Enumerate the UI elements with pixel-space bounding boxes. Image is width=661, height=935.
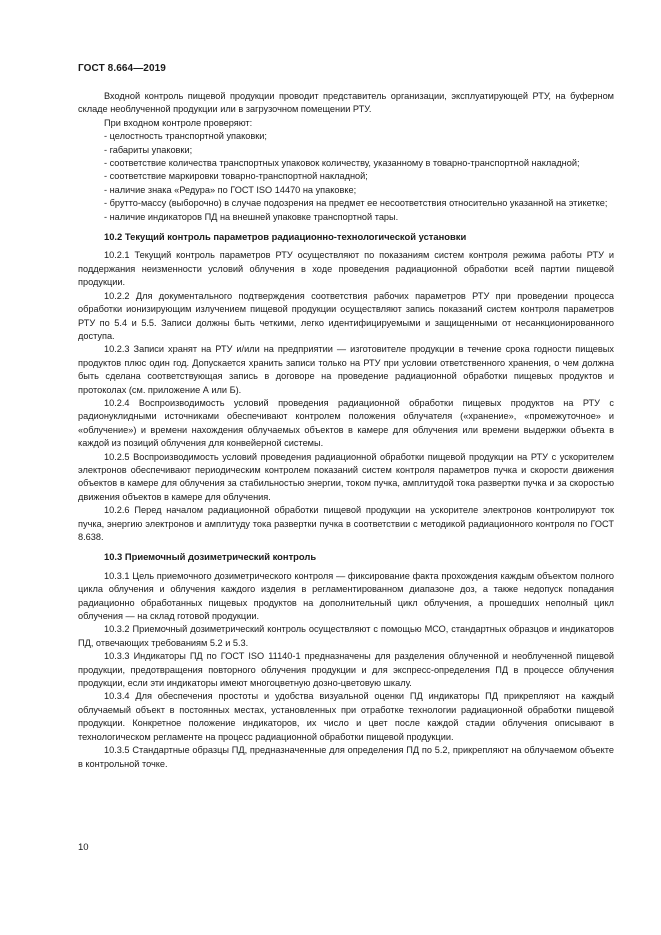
intro-list-item: - наличие знака «Редура» по ГОСТ ISO 14470 на упаковке; (104, 184, 357, 195)
paragraph-10-3-5: 10.3.5 Стандартные образцы ПД, предназначенные для определения ПД по 5.2, прикрепляют на облучаемом объекте в контрольной точке. (78, 745, 614, 769)
paragraph-10-3-4: 10.3.4 Для обеспечения простоты и удобства визуальной оценки ПД индикаторы ПД прикрепляют на каждый облучаемый объект в постоянных местах, установленных при отработке технологии радиационной обработки пищевой продукции. Конкретное положение индикаторов, их число и цвет после каждой стадии облучения описывают в технологическом регламенте на процесс радиационной обработки пищевой продукции. (78, 691, 614, 742)
intro-paragraph: Входной контроль пищевой продукции проводит представитель организации, эксплуатирующей РТУ, на буферном складе необлученной продукции или в загрузочном помещении РТУ. (78, 91, 614, 115)
paragraph-10-2-2: 10.2.2 Для документального подтверждения соответствия рабочих параметров РТУ при проведении процесса обработки ионизирующим излучением пищевой продукции осуществляют запись показаний систем контроля параметров РТУ по 5.4 и 5.5. Записи должны быть четкими, легко идентифицируемыми и защищенными от несанкционированного доступа. (78, 290, 614, 341)
intro-list-item: - соответствие количества транспортных упаковок количеству, указанному в товарно-транспортной накладной; (104, 158, 580, 169)
intro-list-item: - соответствие маркировки товарно-транспортной накладной; (104, 171, 368, 182)
paragraph-10-3-2: 10.3.2 Приемочный дозиметрический контроль осуществляют с помощью МСО, стандартных образцов и индикаторов ПД, отвечающих требованиям 5.2 и 5.3. (78, 624, 614, 648)
paragraph-10-3-1: 10.3.1 Цель приемочного дозиметрического контроля — фиксирование факта прохождения каждым объектом полного цикла облучения и облучения каждого изделия в регламентированном диапазоне доз, а также недопуск попадания радиационно обработанных пищевых продуктов на дополнительный цикл облучения, а прошедших неполный цикл облучения — на склад готовой продукции. (78, 570, 614, 622)
intro-list-item: - целостность транспортной упаковки; (104, 131, 267, 142)
document-header: ГОСТ 8.664—2019 (78, 63, 166, 74)
section-heading-10-3: 10.3 Приемочный дозиметрический контроль (104, 551, 317, 563)
intro-list-item: - брутто-массу (выборочно) в случае подозрения на предмет ее несоответствия относительно указанной на этикетке; (104, 198, 608, 209)
intro-list-item: - габариты упаковки; (104, 144, 193, 155)
paragraph-10-3-3: 10.3.3 Индикаторы ПД по ГОСТ ISO 11140-1 предназначены для разделения облученной и необлученной пищевой продукции, предотвращения повторного облучения продукции и для экспресс-определения ПД в процессе облучения продукции, если эти индикаторы имеют многоцветную дозно-цветовую шкалу. (78, 651, 614, 689)
intro-list-item: - наличие индикаторов ПД на внешней упаковке транспортной тары. (104, 211, 399, 222)
paragraph-10-2-4: 10.2.4 Воспроизводимость условий проведения радиационной обработки пищевых продуктов на РТУ с радионуклидными источниками обеспечивают контролем положения облучателя («хранение», «промежуточное» и «облучение») и времени нахождения облучаемых объектов в камере для облучения или времени выдержки объекта в каждой из позиций облучения для конвейерной системы. (78, 397, 614, 449)
intro-list-lead: При входном контроле проверяют: (104, 117, 253, 128)
document-body (78, 90, 614, 771)
paragraph-10-2-1: 10.2.1 Текущий контроль параметров РТУ осуществляют по показаниям систем контроля режима работы РТУ и поддержания неизменности условий облучения в ходе проведения радиационной обработки всей партии пищевой продукции. (78, 250, 614, 288)
paragraph-10-2-6: 10.2.6 Перед началом радиационной обработки пищевой продукции на ускорителе электронов контролируют ток пучка, энергию электронов и амплитуду тока развертки пучка в соответствии с методикой радиационного контроля по ГОСТ 8.638. (78, 505, 614, 542)
paragraph-10-2-5: 10.2.5 Воспроизводимость условий проведения радиационной обработки пищевой продукции на РТУ с ускорителем электронов обеспечивают периодическим контролем показаний систем контроля параметров пучка и скорости движения объектов в камере для облучения за стабильностью энергии, током пучка, амплитудой тока развертки пучка и за скоростью движения объектов в камере для облучения. (78, 451, 614, 502)
paragraph-10-2-3: 10.2.3 Записи хранят на РТУ и/или на предприятии — изготовителе продукции в течение срока годности пищевых продуктов плюс один год. Допускается хранить записи только на РТУ при условии ответственного хранения, о чем должна быть сделана соответствующая запись в договоре на проведение радиационной обработки пищевых продуктов и протоколах (см. приложение А или Б). (78, 344, 614, 395)
section-heading-10-2: 10.2 Текущий контроль параметров радиационно-технологической установки (104, 231, 467, 243)
page-number: 10 (78, 842, 89, 853)
